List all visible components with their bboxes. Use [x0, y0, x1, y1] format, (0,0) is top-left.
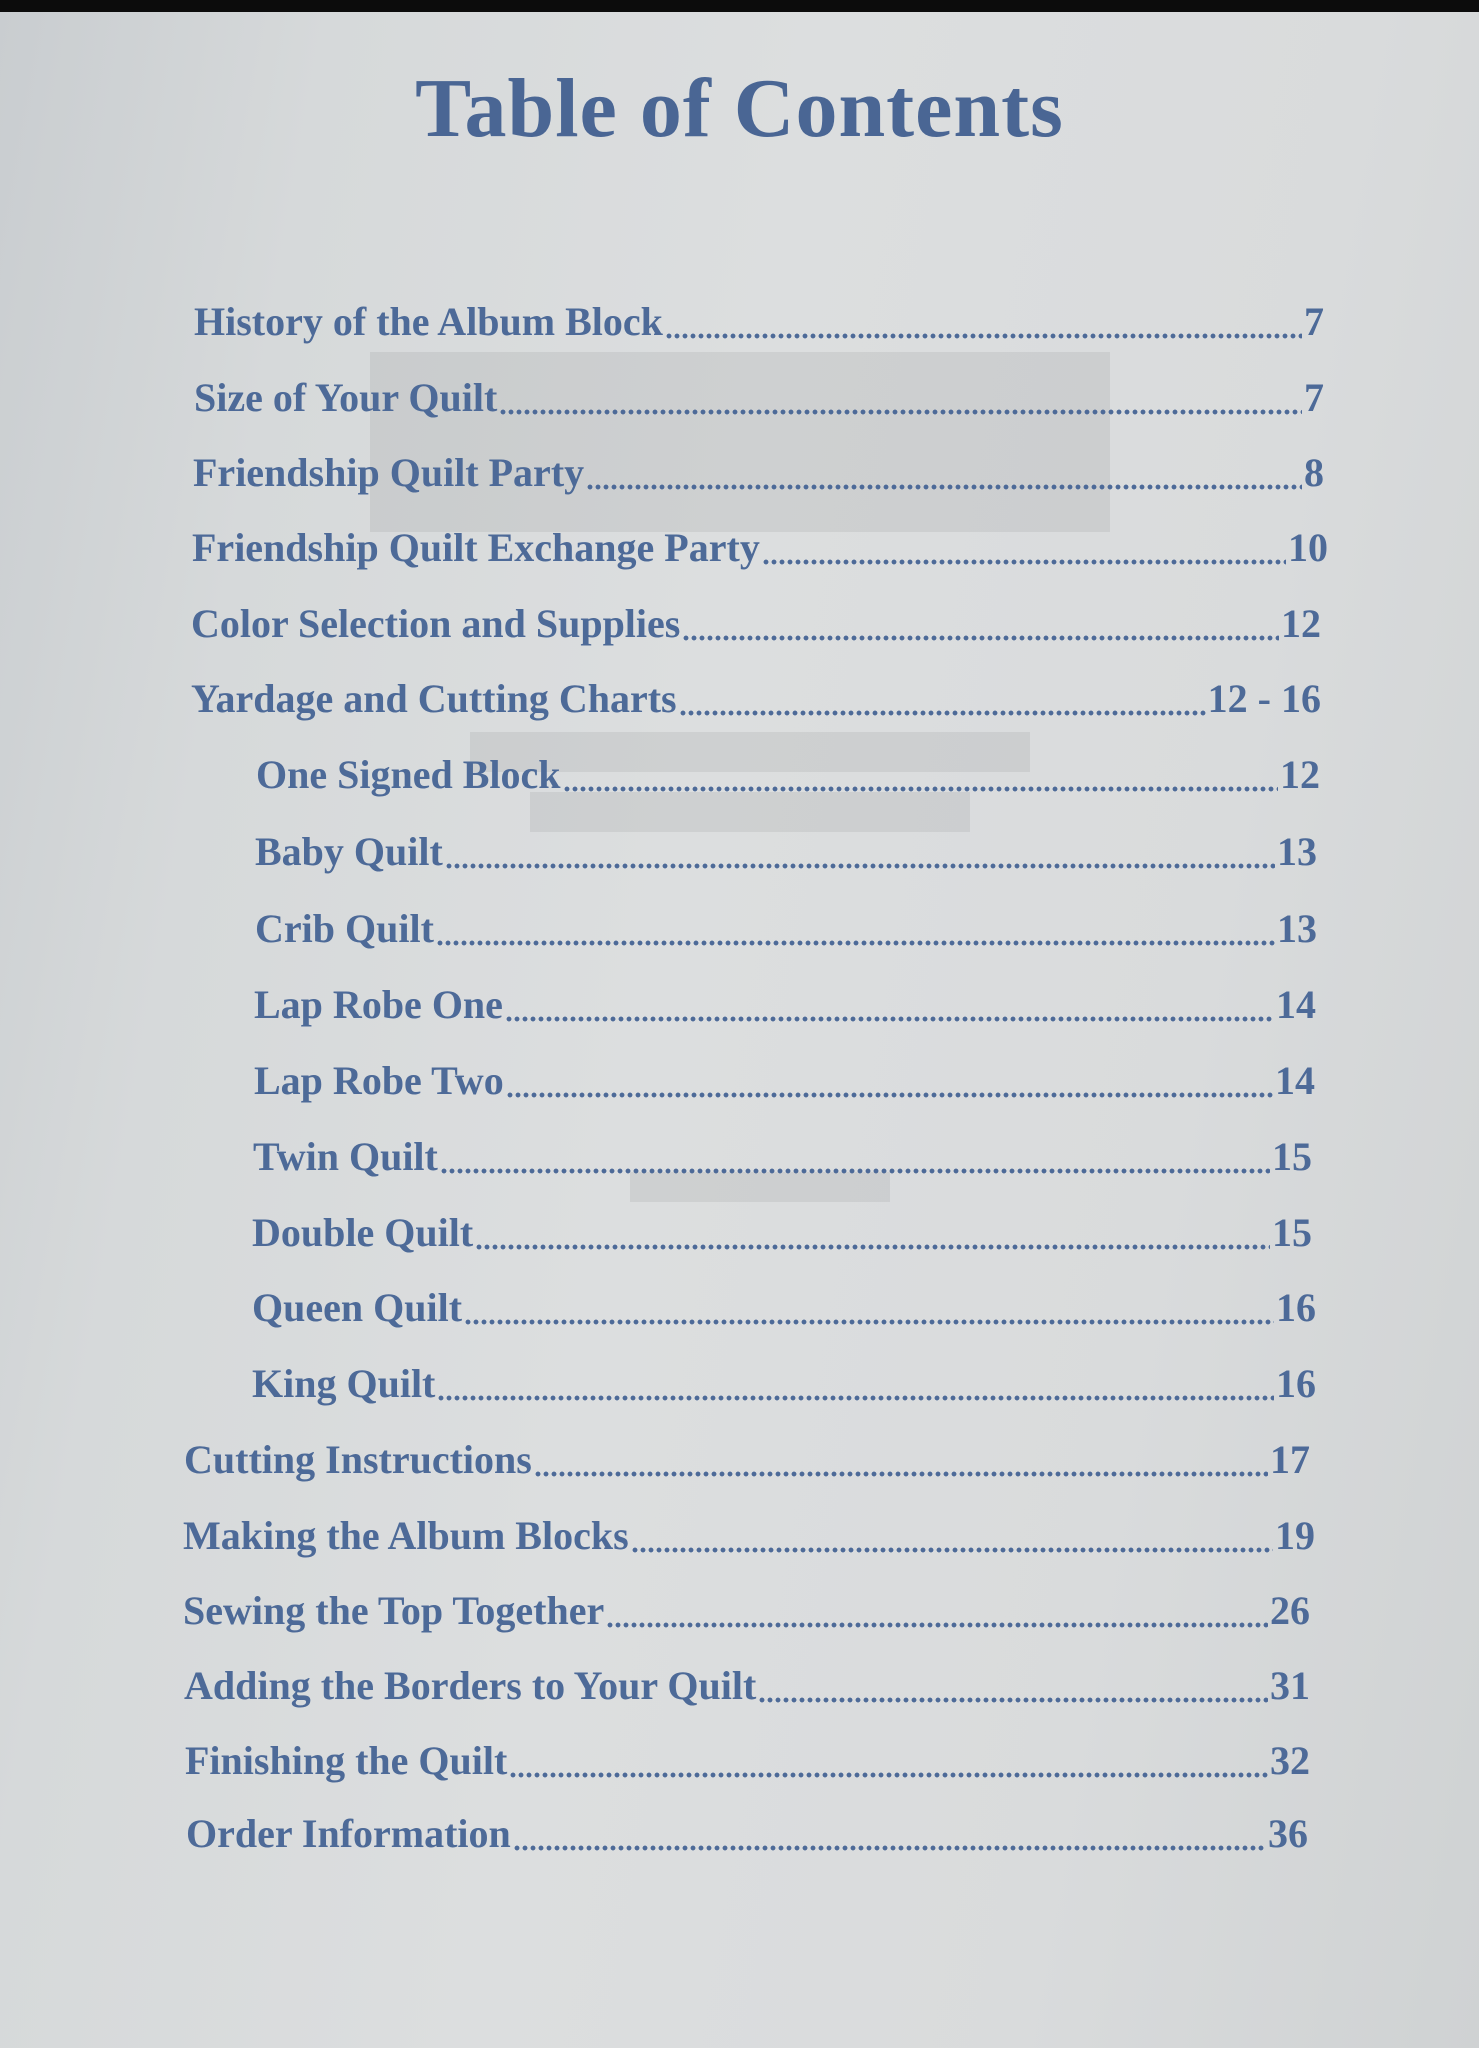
dot-leader: [440, 1168, 1270, 1174]
toc-entry-label: Size of Your Quilt: [194, 375, 498, 420]
toc-entry-page: 12: [1280, 752, 1320, 797]
toc-entry[interactable]: [183, 1587, 1310, 1637]
toc-entry-label: Cutting Instructions: [184, 1437, 532, 1482]
dot-leader: [475, 1244, 1270, 1250]
toc-entry-label: Lap Robe One: [254, 982, 503, 1027]
toc-entry-label: Baby Quilt: [255, 829, 443, 874]
toc-entry[interactable]: [185, 1737, 1310, 1787]
toc-entry-label: Crib Quilt: [255, 906, 434, 951]
toc-entry-page: 13: [1277, 906, 1317, 951]
toc-entry[interactable]: [254, 981, 1316, 1031]
dot-leader: [586, 484, 1302, 490]
toc-entry[interactable]: [252, 1360, 1316, 1410]
dot-leader: [509, 1772, 1268, 1778]
toc-entry-label: Friendship Quilt Exchange Party: [192, 525, 760, 570]
dot-leader: [563, 786, 1278, 792]
toc-entry[interactable]: [255, 905, 1317, 955]
toc-entry[interactable]: [255, 828, 1317, 878]
toc-entry[interactable]: [183, 1512, 1315, 1562]
dot-leader: [679, 710, 1206, 716]
toc-entry-page: 15: [1272, 1210, 1312, 1255]
dot-leader: [665, 333, 1302, 339]
dot-leader: [436, 940, 1275, 946]
dot-leader: [445, 863, 1275, 869]
toc-entry[interactable]: [184, 1662, 1310, 1712]
toc-entry-label: Finishing the Quilt: [185, 1738, 508, 1783]
toc-entry-label: One Signed Block: [256, 752, 561, 797]
toc-entry[interactable]: [253, 1133, 1312, 1183]
toc-entry-page: 16: [1276, 1285, 1316, 1330]
toc-entry-page: 8: [1304, 450, 1324, 495]
dot-leader: [606, 1622, 1268, 1628]
dot-leader: [762, 559, 1286, 565]
dot-leader: [513, 1845, 1266, 1851]
toc-entry[interactable]: [194, 374, 1324, 424]
document-page: [0, 12, 1479, 2048]
toc-entry-label: Twin Quilt: [253, 1134, 438, 1179]
toc-entry[interactable]: [192, 524, 1328, 574]
toc-entry-label: Order Information: [186, 1811, 511, 1856]
toc-entry-label: History of the Album Block: [194, 299, 663, 344]
toc-entry-page: 12 - 16: [1207, 676, 1321, 721]
page-title: Table of Contents: [415, 62, 1064, 155]
dot-leader: [505, 1016, 1274, 1022]
toc-entry-page: 17: [1270, 1437, 1310, 1482]
toc-entry[interactable]: [186, 1810, 1308, 1860]
toc-entry-page: 26: [1270, 1588, 1310, 1633]
top-border: [0, 0, 1479, 12]
toc-entry-page: 10: [1288, 525, 1328, 570]
toc-entry-page: 16: [1276, 1361, 1316, 1406]
toc-entry[interactable]: [194, 298, 1324, 348]
toc-entry-page: 7: [1304, 375, 1324, 420]
dot-leader: [506, 1092, 1273, 1098]
toc-entry-label: King Quilt: [252, 1361, 436, 1406]
toc-entry-page: 14: [1276, 982, 1316, 1027]
dot-leader: [499, 409, 1302, 415]
toc-entry[interactable]: [256, 751, 1320, 801]
toc-entry-label: Sewing the Top Together: [183, 1588, 605, 1633]
toc-entry-page: 12: [1281, 601, 1321, 646]
toc-entry-page: 31: [1270, 1663, 1310, 1708]
toc-entry-label: Making the Album Blocks: [183, 1513, 629, 1558]
dot-leader: [534, 1471, 1268, 1477]
dot-leader: [437, 1395, 1274, 1401]
toc-entry-page: 15: [1272, 1134, 1312, 1179]
toc-entry-page: 13: [1277, 829, 1317, 874]
toc-entry-page: 36: [1268, 1811, 1308, 1856]
toc-entry-label: Adding the Borders to Your Quilt: [184, 1663, 757, 1708]
toc-entry[interactable]: [252, 1284, 1316, 1334]
toc-entry[interactable]: [252, 1209, 1312, 1259]
dot-leader: [682, 635, 1279, 641]
toc-entry-label: Color Selection and Supplies: [191, 601, 681, 646]
toc-entry-page: 14: [1275, 1058, 1315, 1103]
toc-entry-page: 32: [1270, 1738, 1310, 1783]
toc-entry-label: Queen Quilt: [252, 1285, 463, 1330]
toc-entry[interactable]: [191, 675, 1321, 725]
toc-entry-page: 7: [1304, 299, 1324, 344]
dot-leader: [758, 1697, 1268, 1703]
toc-entry[interactable]: [254, 1057, 1315, 1107]
toc-list: [0, 12, 1479, 2048]
toc-entry[interactable]: [193, 449, 1324, 499]
toc-entry-label: Friendship Quilt Party: [193, 450, 585, 495]
toc-entry[interactable]: [191, 600, 1321, 650]
toc-entry[interactable]: [184, 1436, 1310, 1486]
toc-entry-page: 19: [1275, 1513, 1315, 1558]
toc-entry-label: Lap Robe Two: [254, 1058, 504, 1103]
dot-leader: [631, 1547, 1273, 1553]
toc-entry-label: Double Quilt: [252, 1210, 474, 1255]
dot-leader: [464, 1319, 1274, 1325]
toc-entry-label: Yardage and Cutting Charts: [191, 676, 677, 721]
